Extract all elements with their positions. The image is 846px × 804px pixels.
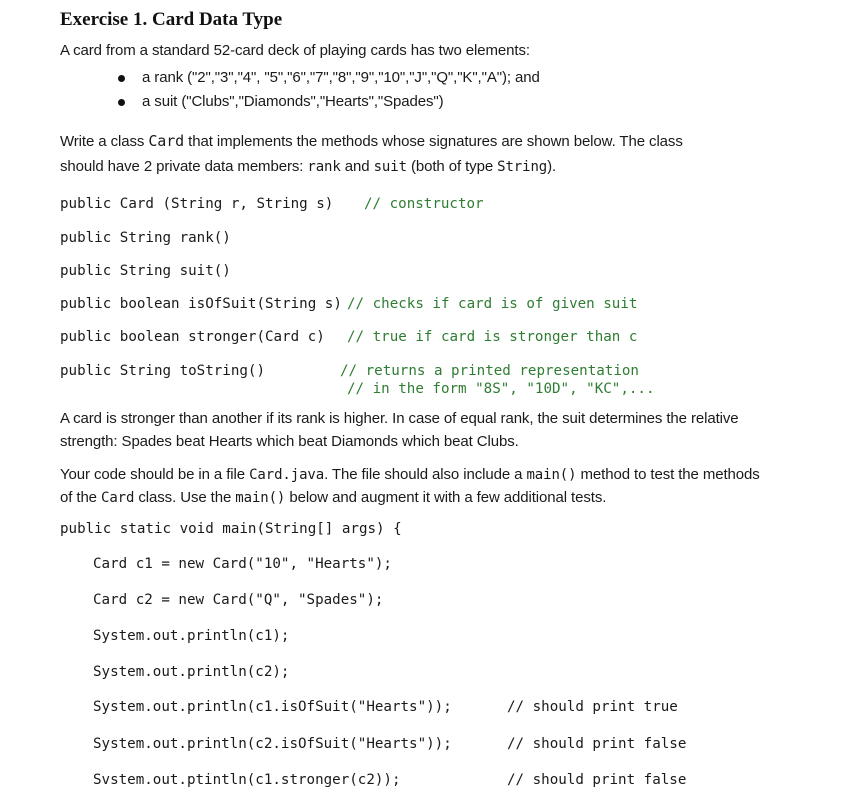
main-comment-5: // should print true — [507, 699, 678, 715]
main-signature: public static void main(String[] args) { — [60, 521, 402, 537]
stronger-explanation-line-1: A card is stronger than another if its rank is higher. In case of equal rank, the suit determines the relative — [60, 410, 739, 427]
type-inline: String — [497, 159, 548, 175]
task-line-1 — [60, 132, 683, 150]
stronger-explanation-line-2: strength: Spades beat Hearts which beat Diamonds which beat Clubs. — [60, 433, 519, 450]
note-text: . The file should also include a — [324, 466, 527, 483]
signature-constructor: public Card (String r, String s) — [60, 196, 334, 212]
comment-isofsuit: // checks if card is of given suit — [347, 296, 638, 312]
task-text: should have 2 private data members: — [60, 158, 308, 175]
file-note-line-2 — [60, 489, 606, 506]
exercise-heading: Exercise 1. Card Data Type — [60, 9, 283, 30]
main-line-7: Svstem.out.ptintln(c1.stronger(c2)); — [93, 772, 401, 788]
rank-inline: rank — [307, 159, 341, 175]
file-name-inline: Card.java — [249, 467, 325, 483]
task-text: ). — [547, 158, 557, 175]
main-line-4: System.out.println(c2); — [93, 664, 290, 680]
main-line-2: Card c2 = new Card("Q", "Spades"); — [93, 592, 384, 608]
comment-tostring-form: // in the form "8S", "10D", "KC",... — [347, 381, 655, 397]
bullet-text: a rank ("2","3","4", "5","6","7","8","9","10","J","Q","K","A"); and — [142, 69, 540, 86]
class-name-inline: Card — [101, 490, 135, 506]
main-inline: main() — [526, 467, 577, 483]
intro-paragraph: A card from a standard 52-card deck of playing cards has two elements: — [60, 42, 530, 59]
task-text: Write a class — [60, 133, 149, 150]
note-text: of the — [60, 489, 101, 506]
main-comment-6: // should print false — [507, 736, 687, 752]
file-note-line-1 — [60, 466, 760, 483]
comment-constructor: // constructor — [364, 196, 484, 212]
task-text: that implements the methods whose signatures are shown below. The class — [184, 133, 683, 150]
signature-tostring: public String toString() — [60, 363, 265, 379]
comment-tostring: // returns a printed representation — [340, 363, 639, 379]
bullet-dot-icon — [118, 75, 125, 82]
note-text: method to test the methods — [576, 466, 760, 483]
main-comment-7: // should print false — [507, 772, 687, 788]
note-text: class. Use the — [134, 489, 236, 506]
task-line-2 — [60, 158, 556, 175]
suit-inline: suit — [373, 159, 407, 175]
main-line-5: System.out.println(c1.isOfSuit("Hearts")); — [93, 699, 452, 715]
bullet-dot-icon — [118, 99, 125, 106]
main-inline: main() — [235, 490, 286, 506]
comment-stronger: // true if card is stronger than c — [347, 329, 638, 345]
main-line-6: System.out.println(c2.isOfSuit("Hearts")); — [93, 736, 452, 752]
signature-stronger: public boolean stronger(Card c) — [60, 329, 325, 345]
class-name-inline: Card — [148, 132, 185, 150]
main-line-1: Card c1 = new Card("10", "Hearts"); — [93, 556, 392, 572]
signature-rank: public String rank() — [60, 230, 231, 246]
bullet-text: a suit ("Clubs","Diamonds","Hearts","Spades") — [142, 93, 444, 110]
note-text: Your code should be in a file — [60, 466, 250, 483]
main-line-3: System.out.println(c1); — [93, 628, 290, 644]
task-text: and — [340, 158, 374, 175]
note-text: below and augment it with a few additional tests. — [285, 489, 607, 506]
signature-suit: public String suit() — [60, 263, 231, 279]
task-text: (both of type — [406, 158, 498, 175]
signature-isofsuit: public boolean isOfSuit(String s) — [60, 296, 342, 312]
